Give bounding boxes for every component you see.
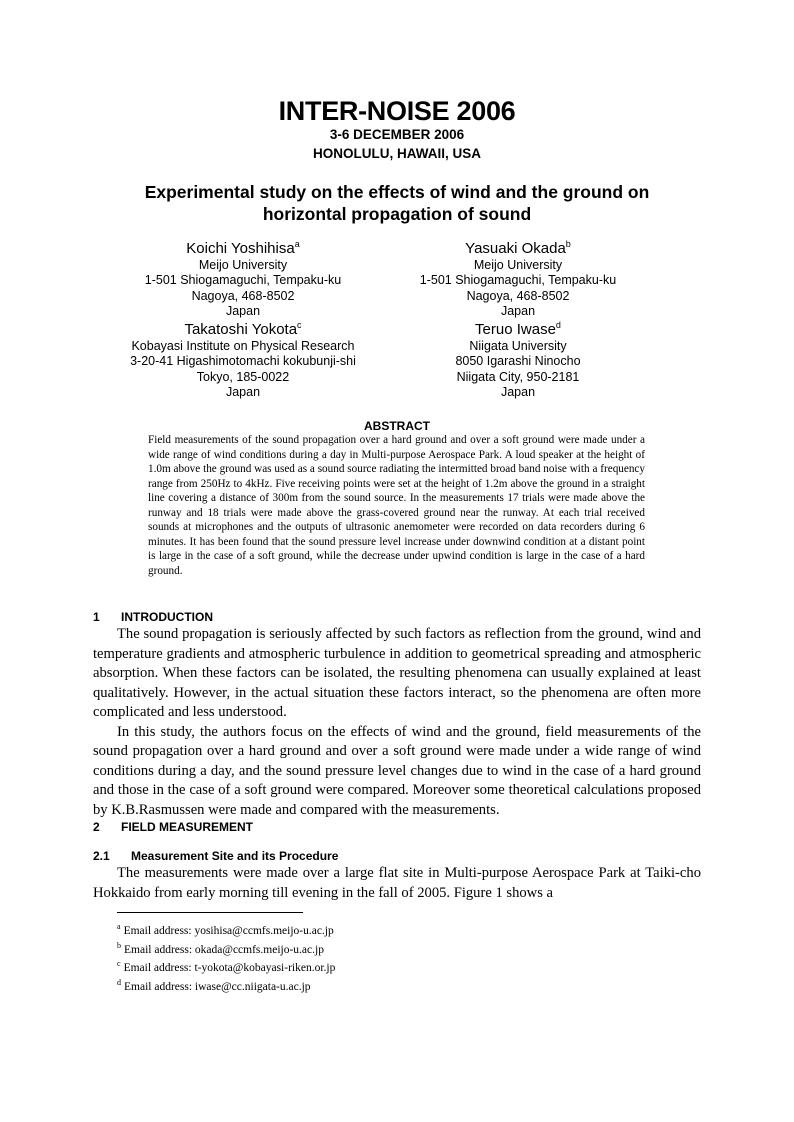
author-address-2: Nagoya, 468-8502 — [466, 288, 570, 303]
footnote-mark: b — [117, 940, 121, 950]
footnote-text: Email address: iwase@cc.niigata-u.ac.jp — [124, 980, 311, 993]
footnote — [117, 957, 335, 976]
abstract-heading: ABSTRACT — [364, 419, 430, 433]
author-country: Japan — [500, 303, 536, 318]
author-block-2 — [383, 239, 653, 319]
section-title: INTRODUCTION — [121, 610, 213, 624]
author-name: Takatoshi Yokota — [184, 321, 298, 338]
author-mark: b — [565, 239, 571, 249]
author-address-1: 3-20-41 Higashimotomachi kokubunji-shi — [130, 354, 356, 369]
conference-dates: 3-6 DECEMBER 2006 — [329, 127, 465, 142]
author-address-1: 1-501 Shiogamaguchi, Tempaku-ku — [144, 273, 342, 288]
author-name: Yasuaki Okada — [465, 240, 566, 257]
author-mark: c — [297, 320, 302, 330]
author-affiliation: Meijo University — [473, 258, 563, 272]
measurement-site-body — [93, 864, 701, 903]
paper-title-line-1: Experimental study on the effects of wind and the ground on — [144, 182, 650, 202]
section-title: Measurement Site and its Procedure — [131, 849, 339, 863]
author-address-1: 1-501 Shiogamaguchi, Tempaku-ku — [419, 273, 617, 288]
section-number: 2.1 — [93, 849, 110, 863]
author-country: Japan — [225, 303, 261, 318]
author-mark: a — [294, 239, 300, 249]
paragraph: The measurements were made over a large flat site in Multi-purpose Aerospace Park at Taiki-cho Hokkaido from early morning till evening in the fall of 2005. Figure 1 shows a — [93, 865, 701, 901]
footnote-text: Email address: yosihisa@ccmfs.meijo-u.ac.jp — [123, 924, 334, 937]
author-name: Teruo Iwase — [475, 321, 556, 338]
conference-location: HONOLULU, HAWAII, USA — [313, 146, 481, 161]
footnote-mark: c — [117, 959, 121, 969]
abstract-body: Field measurements of the sound propagation over a hard ground and over a soft ground were made under a wide range of wind conditions during a day in Multi-purpose Aerospace Park. A loud speaker at the height of 1.0m above the ground was used as a sound source radiating the intermitted broad band noise with a frequency range from 250Hz to 4kHz. Five receiving points were set at the height of 1.2m above the ground in a straight line covering a distance of 300m from the sound source. In the measurements 17 trials were made above the runway and 18 trials were made above the grass-covered ground near the runway. At each trial received sounds at microphones and the outputs of ultrasonic anemometer were recorded on data recorders during 6 minutes. It has been found that the sound pressure level increase under downwind condition at a distant point is large in the case of a soft ground, while the decrease under upwind condition is large in the case of a hard ground. — [148, 434, 645, 577]
footnote — [117, 976, 335, 995]
author-affiliation: Niigata University — [469, 339, 567, 353]
footnote-divider — [117, 912, 303, 913]
introduction-body — [93, 625, 701, 820]
section-heading-field-measurement — [93, 820, 253, 834]
conference-title: INTER-NOISE 2006 — [278, 96, 516, 126]
author-block-1 — [108, 239, 378, 319]
section-number: 2 — [93, 820, 100, 834]
author-address-1: 8050 Igarashi Ninocho — [455, 354, 581, 369]
paper-title — [100, 181, 694, 225]
author-affiliation: Kobayasi Institute on Physical Research — [131, 339, 355, 353]
footnotes — [117, 920, 335, 995]
author-mark: d — [555, 320, 561, 330]
subsection-heading-measurement-site — [93, 849, 338, 863]
footnote-text: Email address: okada@ccmfs.meijo-u.ac.jp — [124, 943, 324, 956]
paragraph: The sound propagation is seriously affected by such factors as reflection from the ground, wind and temperature gradients and atmospheric turbulence in addition to geometrical spreading and atmospheric absorption. When these factors can be isolated, the resulting phenomena can usually explained at least qualitatively. However, in the actual situation these factors interact, so the phenomena are often more complicated and less understood. — [93, 626, 701, 720]
author-country: Japan — [225, 384, 261, 399]
author-block-4 — [383, 320, 653, 400]
author-block-3 — [108, 320, 378, 400]
footnote-mark: a — [117, 922, 121, 931]
footnote-text: Email address: t-yokota@kobayasi-riken.or.jp — [123, 962, 336, 975]
footnote — [117, 920, 335, 939]
author-name: Koichi Yoshihisa — [186, 240, 295, 257]
paper-title-line-2: horizontal propagation of sound — [262, 204, 532, 224]
author-address-2: Nagoya, 468-8502 — [191, 288, 295, 303]
author-address-2: Niigata City, 950-2181 — [456, 369, 580, 384]
footnote — [117, 939, 335, 958]
section-heading-introduction — [93, 610, 213, 624]
section-title: FIELD MEASUREMENT — [121, 820, 253, 834]
author-country: Japan — [500, 384, 536, 399]
author-address-2: Tokyo, 185-0022 — [196, 369, 290, 384]
section-number: 1 — [93, 610, 100, 624]
footnote-mark: d — [117, 977, 121, 987]
paragraph: In this study, the authors focus on the effects of wind and the ground, field measurements of the sound propagation over a hard ground and over a soft ground were made under a wide range of wind conditions during a day, and the sound pressure level changes due to wind in the case of a hard ground and those in the case of a soft ground were compared. Moreover some theoretical calculations proposed by K.B.Rasmussen were made and compared with the measurements. — [93, 723, 701, 818]
author-affiliation: Meijo University — [198, 258, 288, 272]
